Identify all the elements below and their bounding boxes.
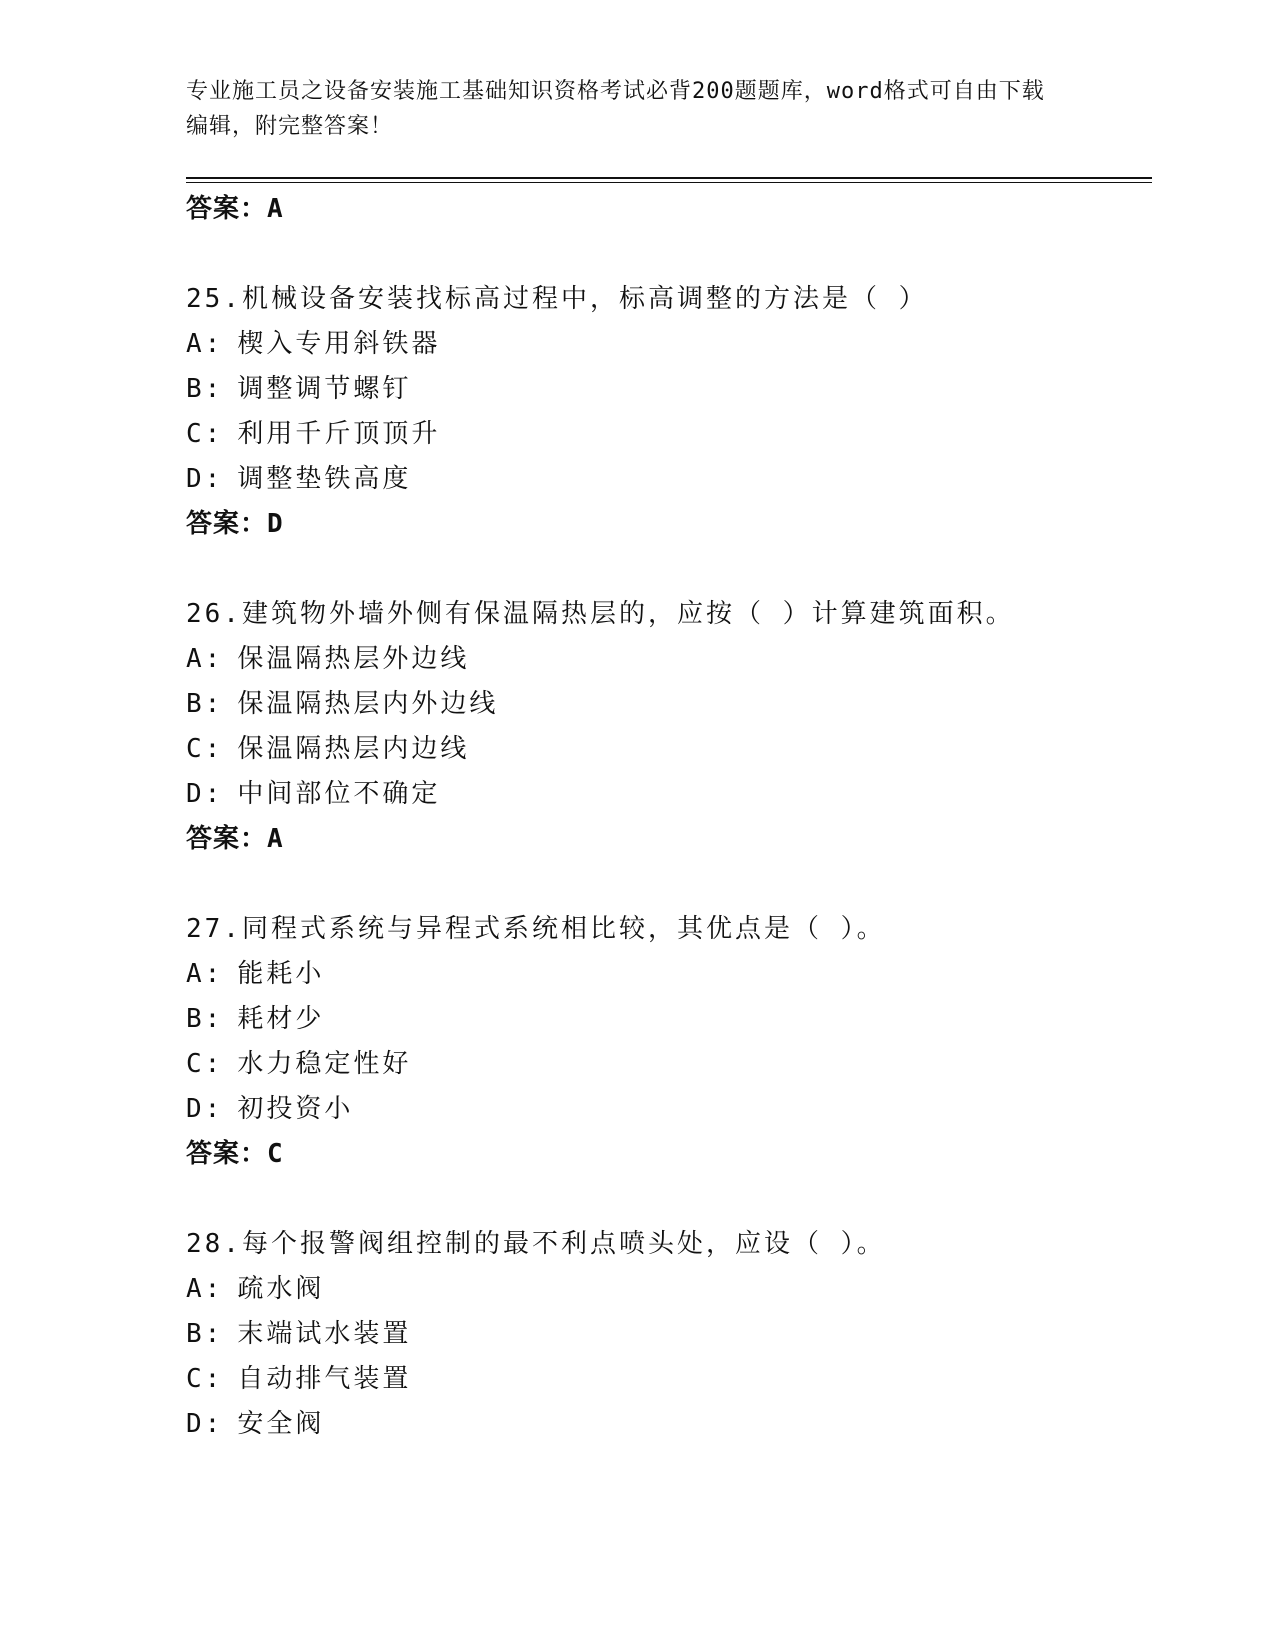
answer-label: 答案： xyxy=(186,194,268,224)
answer-label: 答案： xyxy=(186,824,268,854)
option-d xyxy=(186,772,1152,817)
option-text: 自动排气装置 xyxy=(237,1364,412,1394)
question-text: 机械设备安装找标高过程中，标高调整的方法是（ ） xyxy=(241,284,928,314)
option-text: 末端试水装置 xyxy=(237,1319,412,1349)
spacer xyxy=(186,547,1152,592)
option-key: B: xyxy=(186,1004,224,1034)
question-text: 每个报警阀组控制的最不利点喷头处，应设（ ）。 xyxy=(241,1229,886,1259)
option-key: A: xyxy=(186,329,224,359)
option-text: 耗材少 xyxy=(237,1004,325,1034)
document-header: 专业施工员之设备安装施工基础知识资格考试必背200题题库，word格式可自由下载编辑，附完整答案！ xyxy=(186,79,1045,139)
question-number: 26. xyxy=(186,599,242,629)
option-d xyxy=(186,1402,1152,1447)
option-text: 保温隔热层内外边线 xyxy=(237,689,499,719)
option-key: A: xyxy=(186,644,224,674)
answer-line xyxy=(186,1132,1152,1177)
answer-line xyxy=(186,817,1152,862)
option-a xyxy=(186,1267,1152,1312)
spacer xyxy=(186,862,1152,907)
answer-line xyxy=(186,187,1152,232)
option-text: 利用千斤顶顶升 xyxy=(237,419,441,449)
option-key: D: xyxy=(186,779,224,809)
question-number: 25. xyxy=(186,284,242,314)
option-key: D: xyxy=(186,1094,224,1124)
option-a xyxy=(186,637,1152,682)
answer-value: A xyxy=(267,194,284,224)
option-key: A: xyxy=(186,959,224,989)
question-number: 28. xyxy=(186,1229,242,1259)
option-d xyxy=(186,1087,1152,1132)
option-key: D: xyxy=(186,464,224,494)
question-text: 建筑物外墙外侧有保温隔热层的，应按（ ）计算建筑面积。 xyxy=(241,599,1015,629)
option-text: 楔入专用斜铁器 xyxy=(237,329,441,359)
option-key: B: xyxy=(186,689,224,719)
option-b xyxy=(186,1312,1152,1357)
answer-value: A xyxy=(267,824,284,854)
answer-line xyxy=(186,502,1152,547)
option-text: 调整垫铁高度 xyxy=(237,464,412,494)
spacer xyxy=(186,1177,1152,1222)
option-text: 水力稳定性好 xyxy=(237,1049,412,1079)
spacer xyxy=(186,232,1152,277)
option-c xyxy=(186,1357,1152,1402)
option-text: 安全阀 xyxy=(237,1409,325,1439)
option-key: D: xyxy=(186,1409,224,1439)
option-a xyxy=(186,952,1152,997)
option-text: 疏水阀 xyxy=(237,1274,325,1304)
option-text: 保温隔热层外边线 xyxy=(237,644,470,674)
option-text: 调整调节螺钉 xyxy=(237,374,412,404)
option-key: C: xyxy=(186,1049,224,1079)
answer-value: D xyxy=(267,509,284,539)
question-number: 27. xyxy=(186,914,242,944)
option-key: B: xyxy=(186,374,224,404)
option-text: 中间部位不确定 xyxy=(237,779,441,809)
option-key: C: xyxy=(186,419,224,449)
header-rule-thin xyxy=(186,182,1152,183)
option-key: A: xyxy=(186,1274,224,1304)
option-b xyxy=(186,367,1152,412)
option-a xyxy=(186,322,1152,367)
option-text: 初投资小 xyxy=(237,1094,354,1124)
option-c xyxy=(186,1042,1152,1087)
header-rule-thick xyxy=(186,177,1152,179)
question-stem xyxy=(186,592,1152,637)
option-key: C: xyxy=(186,734,224,764)
question-list xyxy=(186,187,1152,1447)
answer-label: 答案： xyxy=(186,509,268,539)
question-text: 同程式系统与异程式系统相比较，其优点是（ ）。 xyxy=(241,914,886,944)
option-c xyxy=(186,727,1152,772)
option-text: 保温隔热层内边线 xyxy=(237,734,470,764)
option-key: B: xyxy=(186,1319,224,1349)
option-c xyxy=(186,412,1152,457)
option-text: 能耗小 xyxy=(237,959,325,989)
question-stem xyxy=(186,1222,1152,1267)
option-d xyxy=(186,457,1152,502)
option-key: C: xyxy=(186,1364,224,1394)
option-b xyxy=(186,997,1152,1042)
question-stem xyxy=(186,907,1152,952)
question-stem xyxy=(186,277,1152,322)
answer-value: C xyxy=(267,1139,284,1169)
option-b xyxy=(186,682,1152,727)
answer-label: 答案： xyxy=(186,1139,268,1169)
